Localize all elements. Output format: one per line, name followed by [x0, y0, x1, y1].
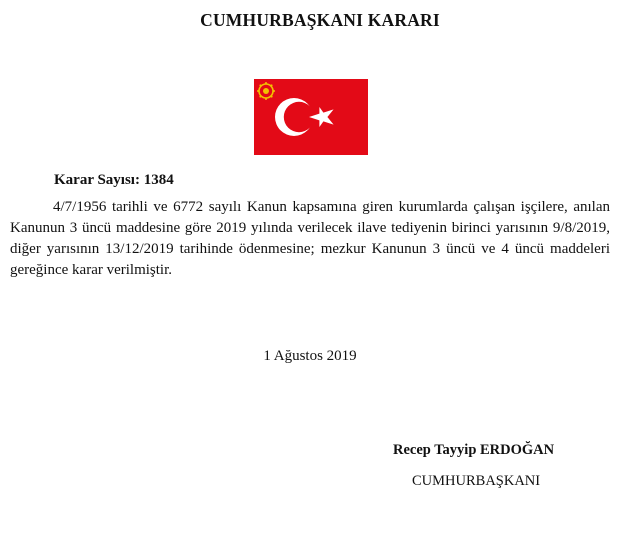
turkish-flag-icon	[254, 79, 368, 155]
document-title: CUMHURBAŞKANI KARARI	[200, 10, 440, 30]
signatory-title: CUMHURBAŞKANI	[412, 473, 541, 489]
signatory-name: Recep Tayyip ERDOĞAN	[393, 442, 555, 458]
decision-body: 4/7/1956 tarihli ve 6772 sayılı Kanun kapsamına giren kurumlarda çalışan işçilere, anılan Kanunun 3 üncü maddesine göre 2019 yılında verilecek ilave tediyenin birinci yarısının 9/8/2019, diğer yarısının 13/12/2019 tarihinde ödenmesine; mezkur Kanunun 3 üncü ve 4 üncü maddeleri gereğince karar verilmiştir.	[10, 199, 610, 278]
presidential-seal-icon	[257, 82, 275, 100]
decision-number-value: 1384	[143, 172, 174, 188]
decision-date: 1 Ağustos 2019	[263, 348, 357, 364]
decision-number	[54, 172, 174, 189]
decision-label: Karar Sayısı:	[54, 172, 140, 188]
